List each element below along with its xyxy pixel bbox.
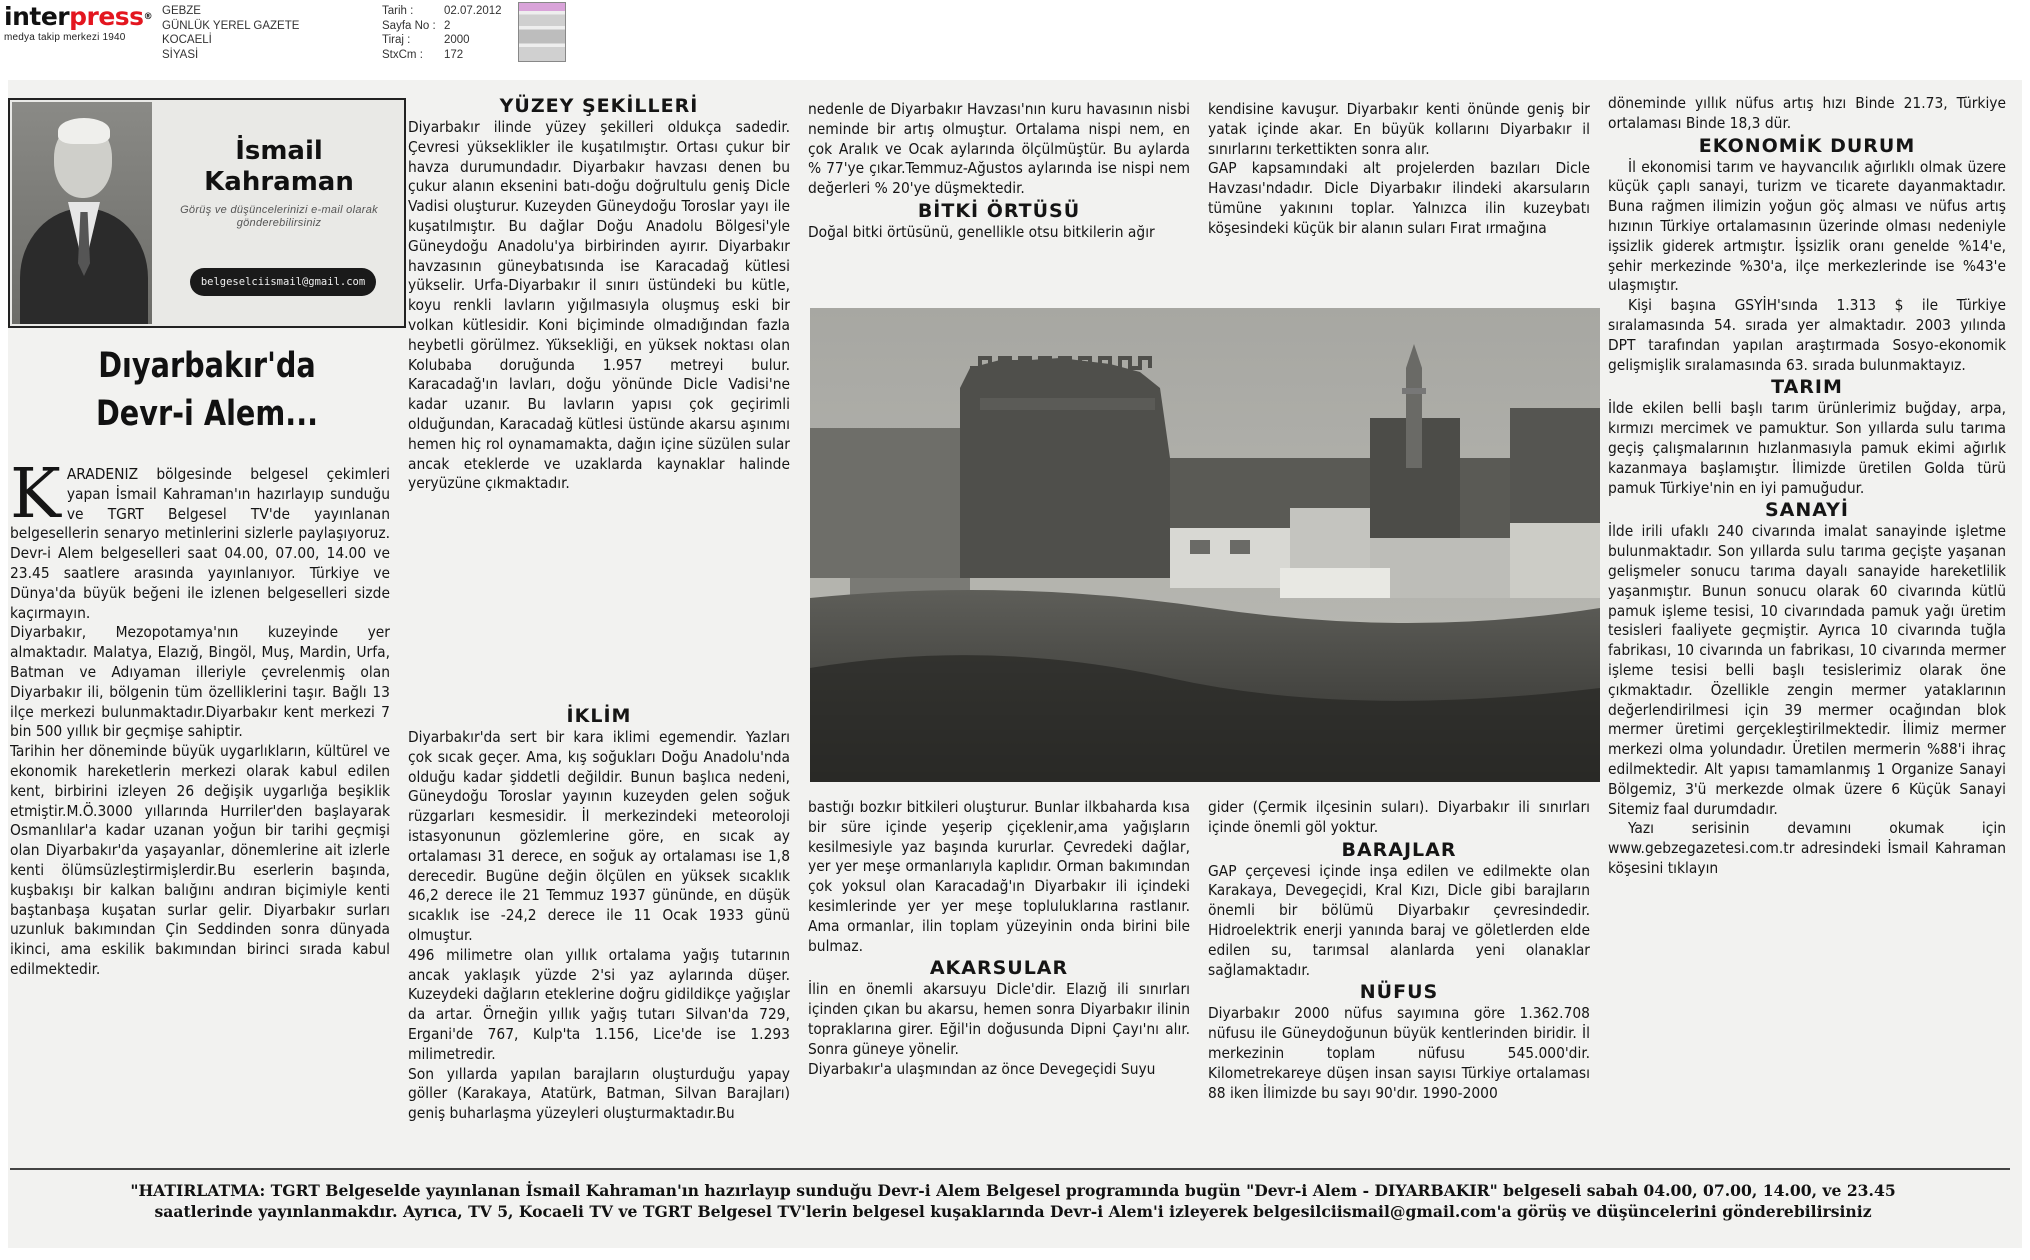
page-thumbnail (518, 2, 566, 62)
paragraph: döneminde yıllık nüfus artış hızı Binde 21.73, Türkiye ortalaması Binde 18,3 dür. (1608, 94, 2006, 132)
author-first-name: İsmail (235, 136, 323, 166)
author-name (152, 136, 406, 198)
publication-category: SİYASİ (162, 48, 199, 61)
meta-value: 172 (444, 48, 464, 61)
paragraph: GAP çerçevesi içinde inşa edilen ve edilmekte olan Karakaya, Devegeçidi, Kral Kızı, Dicle gibi barajların önemli bir bölümü Diyarbakır çevresindedir. Hidroelektrik enerji yanında baraj ve göletlerden elde edilen su, tarımsal alanlarda yeni olanaklar sağlamaktadır. (1208, 861, 1590, 979)
section-title-akarsu: AKARSULAR (929, 957, 1069, 980)
headline-line-1: Dıyarbakır'da (98, 346, 316, 386)
paragraph: Diyarbakır 2000 nüfus sayımına göre 1.362.708 nüfusu ile Güneydoğunun büyük kentlerinden biridir. İl merkezinin toplam nüfusu 545.000'dir. Kilometrekareye düşen insan sayısı Türkiye ortalaması 88 iken İlimizde bu sayı 90'dır. 1990-2000 (1208, 1004, 1590, 1102)
column-1 (10, 455, 390, 980)
meta-label: Tarih : (382, 5, 414, 17)
paragraph: Diyarbakır, Mezopotamya'nın kuzeyinde yer almaktadır. Malatya, Elazığ, Bingöl, Muş, Mardin, Urfa, Batman ve Adıyaman illeriyle çevrelenmiş olan Diyarbakır ili, bölgenin tüm özelliklerini taşır. Bağlı 13 ilçe merkezi bulunmaktadır.Diyarbakır kent merkezi 7 bin 500 yıllık bir geçmişe sahiptir. (10, 623, 390, 741)
article-headline (44, 342, 370, 438)
paragraph: Son yıllarda yapılan barajların oluşturduğu yapay göller (Karakaya, Atatürk, Batman, Silvan Barajları) geniş buharlaşma yüzeyleri oluşturmaktadır.Bu (408, 1064, 790, 1123)
column-4-bottom (1208, 798, 1590, 1103)
drop-cap: K (10, 455, 61, 534)
reminder-divider (10, 1168, 2010, 1170)
section-title-ekonomi: EKONOMİK DURUM (1698, 134, 1916, 157)
column-4-top (1208, 100, 1590, 239)
meta-label: Tiraj : (382, 34, 411, 46)
meta-row-circulation (382, 33, 502, 48)
paragraph: Diyarbakır'da sert bir kara iklimi egemendir. Yazları çok sıcak geçer. Ama, kış soğukları Doğu Anadolu'nda olduğu kadar şiddetli değildir. Bunun başlıca nedeni, Güneydoğu Toroslar yayının kuzeyden gelen soğuk rüzgarları kesmesidir. İl merkezindeki meteoroloji istasyonunun gözlemlerine göre, en sıcak ay ortalaması 31 derece, en soğuk ay ortalaması ise 1,8 derecedir. Bugüne değin ölçülen en yüksek sıcaklık 46,2 derece ile 21 Temmuz 1937 gününde, en düşük sıcaklık ise -24,2 derece ile 11 Ocak 1933 günü olmuştur. (408, 728, 790, 944)
publication-type: GÜNLÜK YEREL GAZETE (162, 19, 300, 32)
column-3-top (808, 100, 1190, 243)
paragraph: Tarihin her döneminde büyük uygarlıkların, kültürel ve ekonomik hareketlerin merkezi olarak kabul edilen kent, birbirini izleyen 26 değişik uygarlığa beşiklik etmiştir.M.Ö.3000 yıllarında Hurriler'den başlayarak Osmanlılar'a kadar uzanan yoğun bir tarihi geçmişi olan Diyarbakır'da yaşayanlar, dönemlerine ait izlerle kenti ölümsüzleştirmişlerdir.Bu eserlerin başında, kuşbakışı bir kalkan balığını andıran biçimiyle kenti baştanbaşa kuşatan surlar gelir. Diyarbakır surları uzunluk bakımından Çin Seddinden sonra dünyada ikinci, ama eskilik bakımından birinci sırada kabul edilmektedir. (10, 742, 390, 978)
clipping-meta (382, 4, 502, 62)
headline-line-2: Devr-i Alem... (95, 394, 319, 434)
paragraph: nedenle de Diyarbakır Havzası'nın kuru havasının nisbi neminde bir artış olmuştur. Ortalama nispi nem, en çok Aralık ve Ocak aylarında ölçülmüştür. Bu aylarda % 77'ye çıkar.Temmuz-Ağustos aylarında ise nispi nem değerleri % 20'ye düşmektedir. (808, 100, 1190, 198)
paragraph: Doğal bitki örtüsünü, genellikle otsu bitkilerin ağır (808, 222, 1155, 241)
meta-row-page (382, 19, 502, 34)
section-title-yuzey: YÜZEY ŞEKİLLERİ (499, 95, 699, 117)
publication-city: GEBZE (162, 5, 201, 17)
paragraph: İlde irili ufaklı 240 civarında imalat sanayinde işletme bulunmaktadır. Son yıllarda sulu tarıma geçişte yaşanan gelişmeler sonucu tarıma dayalı sanayide hareketlilik yaşanmıştır. Bunun sonucu olarak 60 civarında kütlü pamuk işleme tesisi, 10 civarındada pamuk yağı üretim tesisleri faaliyete geçmiştir. Ayrıca 10 civarında tuğla fabrikası, 10 civarında un fabrikası, 10 civarında mermer işleme tesisi belli başlı tesislerimiz olarak öne çıkmaktadır. Özellikle zengin mermer yataklarının değerlendirilmesi için 39 mermer ocağından blok mermer üretimi gerçekleştirilmektedir. İlimiz mermer merkezi olma yolundadır. Üretilen mermerin %88'i ihraç edilmektedir. Alt yapısı tamamlanmış 1 Organize Sanayi Bölgemiz, 3'ü merkezde olmak üzere 6 Küçük Sanayi Sitemiz faal durumdadır. (1608, 522, 2006, 818)
meta-label: StxCm : (382, 48, 423, 61)
paragraph: bastığı bozkır bitkileri oluşturur. Bunlar ilkbaharda kısa bir süre içinde yeşerip çiçeklenir,ama yağışların kesilmesiyle yaz başında kururlar. Çevredeki dağlar, yer yer meşe ormanlarıyla kaplıdır. Orman bakımından çok yoksul olan Karacadağ'ın Diyarbakır ili içindeki kesimlerinde yer yer meşe topluluklarına rastlanır. Ama ormanlar, ilin toplam yüzeyinin onda birini bile bulmaz. (808, 798, 1190, 955)
paragraph: İlin en önemli akarsuyu Dicle'dir. Elazığ ili sınırları içinden çıkan bu akarsu, hemen sonra Diyarbakır ilinin topraklarına girer. Eğil'in doğusunda Dipni Çayı'nı alır. Sonra güneye yönelir. (808, 980, 1190, 1058)
paragraph: Diyarbakır ilinde yüzey şekilleri oldukça sadedir. Çevresi yükseklikler ile kuşatılmıştır. Ortası çukur bir havza durumundadır. Diyarbakır havzası denen bu çukur alanın eksenini batı-doğu doğrultulu geniş Dicle Vadisi oluşturur. Kuzeyden Güneydoğu Toroslar yayı ile kuşatılmıştır. Bu dağlar Doğu Anadolu Bölgesi'yle Güneydoğu Anadolu'ya birbirinden ayırır. Diyarbakır havzasının güneybatısında ise Karacadağ kütlesi yükselir. Urfa-Diyarbakır il sınırı üstündeki bu kütle, koyu renkli lavların yığılmasıyla oluşmuş eski bir volkan kütlesidir. Koni biçiminde olmadığından fazla heybetli görülmez. Yüksekliği, en yüksek noktası olan Kolubaba doruğunda 1.957 metreyi bulur. Karacadağ'ın lavları, doğu yönünde Dicle Vadisi'ne kadar uzanır. Bu lavların yapısı çok geçirimli olduğundan, Karacadağ kütlesi üstünde akarsu aşınımı hemen hiç rol oynamamakta, dağın içine süzülen sular ancak eteklerde ve uzaklarda kaynaklar halinde yeryüzüne çıkmaktadır. (408, 118, 790, 493)
clipping-header (0, 0, 2030, 70)
paragraph: İl ekonomisi tarım ve hayvancılık ağırlıklı olmak üzere küçük çaplı sanayi, turizm ve ticarete dayanmaktadır. Buna rağmen ilimizin yoğun göç alması ve nüfus artış hızının Türkiye ortalamasının üzerinde olması nedeniyle işsizlik giderek artmıştır. İşsizlik oranı genelde %14'e, şehir merkezinde %30'a, ilçe merkezlerinde ise %43'e ulaşmıştır. (1608, 157, 2006, 295)
newspaper-clipping (8, 80, 2022, 1248)
section-title-sanayi: SANAYİ (1764, 499, 1849, 522)
paragraph: GAP kapsamındaki alt projelerden bazıları Dicle Havzası'ndadır. Dicle Diyarbakır ilindeki akarsuların tümüne yakınını toplar. Yalnızca ilin kuzeybatı köşesindeki küçük bir alanın suları Fırat ırmağına (1208, 159, 1590, 237)
paragraph: gider (Çermik ilçesinin suları). Diyarbakır ili sınırları içinde önemli göl yoktur. (1208, 798, 1590, 836)
publication-info (162, 4, 299, 62)
author-email[interactable]: belgeselciismail@gmail.com (190, 268, 376, 296)
diyarbakir-walls-photo (810, 308, 1600, 782)
meta-value: 2 (444, 19, 451, 32)
section-title-nufus: NÜFUS (1359, 981, 1439, 1004)
paragraph: Diyarbakır'a ulaşmından az önce Devegeçidi Suyu (808, 1059, 1156, 1078)
paragraph: kendisine kavuşur. Diyarbakır kenti önünde geniş bir yatak içinde akar. En büyük kollarını Diyarbakır il sınırlarını terkettikten sonra alır. (1208, 100, 1590, 158)
reminder-line-1: "HATIRLATMA: TGRT Belgeselde yayınlanan İsmail Kahraman'ın hazırlayıp sunduğu Devr-i Alem Belgesel programında bugün "Devr-i Alem - DIYARBAKIR" belgeseli sabah 04.00, 07.00, 14.00, ve 23.45 (130, 1181, 1896, 1200)
section-title-baraj: BARAJLAR (1341, 838, 1457, 861)
column-3-bottom (808, 798, 1190, 1079)
author-box (8, 98, 406, 328)
meta-row-stxcm (382, 48, 502, 63)
paragraph: 496 milimetre olan yıllık ortalama yağış tutarının ancak yaklaşık yüzde 2'si yaz aylarında düşer. Kuzeydeki dağların eteklerine doğru gidildikçe yağışlar da artar. Örneğin yıllık yağış tutarı Silvan'da 729, Ergani'de 767, Kulp'ta 1.156, Lice'de ise 1.293 milimetredir. (408, 945, 790, 1063)
column-2-bottom (408, 634, 790, 1124)
author-last-name: Kahraman (204, 167, 354, 197)
city-walls-illustration (810, 308, 1600, 782)
logo-registered-mark: ® (143, 12, 153, 22)
publication-region: KOCAELİ (162, 34, 212, 46)
meta-label: Sayfa No : (382, 19, 436, 32)
author-photo (12, 102, 152, 324)
interpress-logo (4, 4, 154, 43)
meta-value: 2000 (444, 34, 470, 46)
section-title-tarim: TARIM (1771, 376, 1843, 399)
author-note: Görüş ve düşüncelerinizi e-mail olarak gönderebilirsiniz (180, 204, 378, 229)
meta-value: 02.07.2012 (444, 5, 502, 17)
logo-text: interpress (4, 2, 144, 31)
meta-row-date (382, 4, 502, 19)
reminder-line-2: saatlerinde yayınlanmakdır. Ayrıca, TV 5, Kocaeli TV ve TGRT Belgesel TV'lerin belgesel kuşaklarında Devr-i Alem'i izleyerek belgesilciismail@gmail.com'a görüş ve düşüncelerini gönderebilirsiniz (154, 1202, 1872, 1221)
broadcast-reminder (38, 1180, 1988, 1222)
section-title-iklim: İKLİM (566, 705, 632, 727)
continue-reading-note: Yazı serisinin devamını okumak için www.gebzegazetesi.com.tr adresindeki İsmail Kahraman köşesini tıklayın (1608, 819, 2006, 877)
column-5 (1608, 94, 2006, 879)
paragraph: İlde ekilen belli başlı tarım ürünlerimiz buğday, arpa, kırmızı mercimek ve pamuktur. Son yıllarda sulu tarıma geçiş çalışmalarının hızlanmasıyla pamuk ekimi ağırlık kazanmaya başlamıştır. İlimizde üretilen Golda türü pamuk Türkiye'nin en iyi pamuğudur. (1608, 399, 2006, 497)
logo-tagline: medya takip merkezi 1940 (4, 32, 126, 43)
column-2-top (408, 94, 790, 494)
section-title-bitki: BİTKİ ÖRTÜSÜ (917, 199, 1081, 222)
paragraph: Kişi başına GSYİH'sında 1.313 $ ile Türkiye sıralamasında 54. sırada yer almaktadır. 2003 yılında DPT tarafından yapılan araştırmada Sosyo-ekonomik gelişmişlik sıralamasında 63. sırada bulunmaktayız. (1608, 296, 2006, 374)
intro-paragraph: KARADENIZ bölgesinde belgesel çekimleri yapan İsmail Kahraman'ın hazırlayıp sunduğu ve TGRT Belgesel TV'de yayınlanan belgesellerin senaryo metinlerini sizlerle paylaşıyoruz. Devr-i Alem belgeselleri saat 04.00, 07.00, 14.00 ve 23.45 saatlere arasında yayınlanıyor. Türkiye ve Dünya'da büyük beğeni ile izlenen belgeselleri sizde kaçırmayın. (10, 455, 390, 622)
